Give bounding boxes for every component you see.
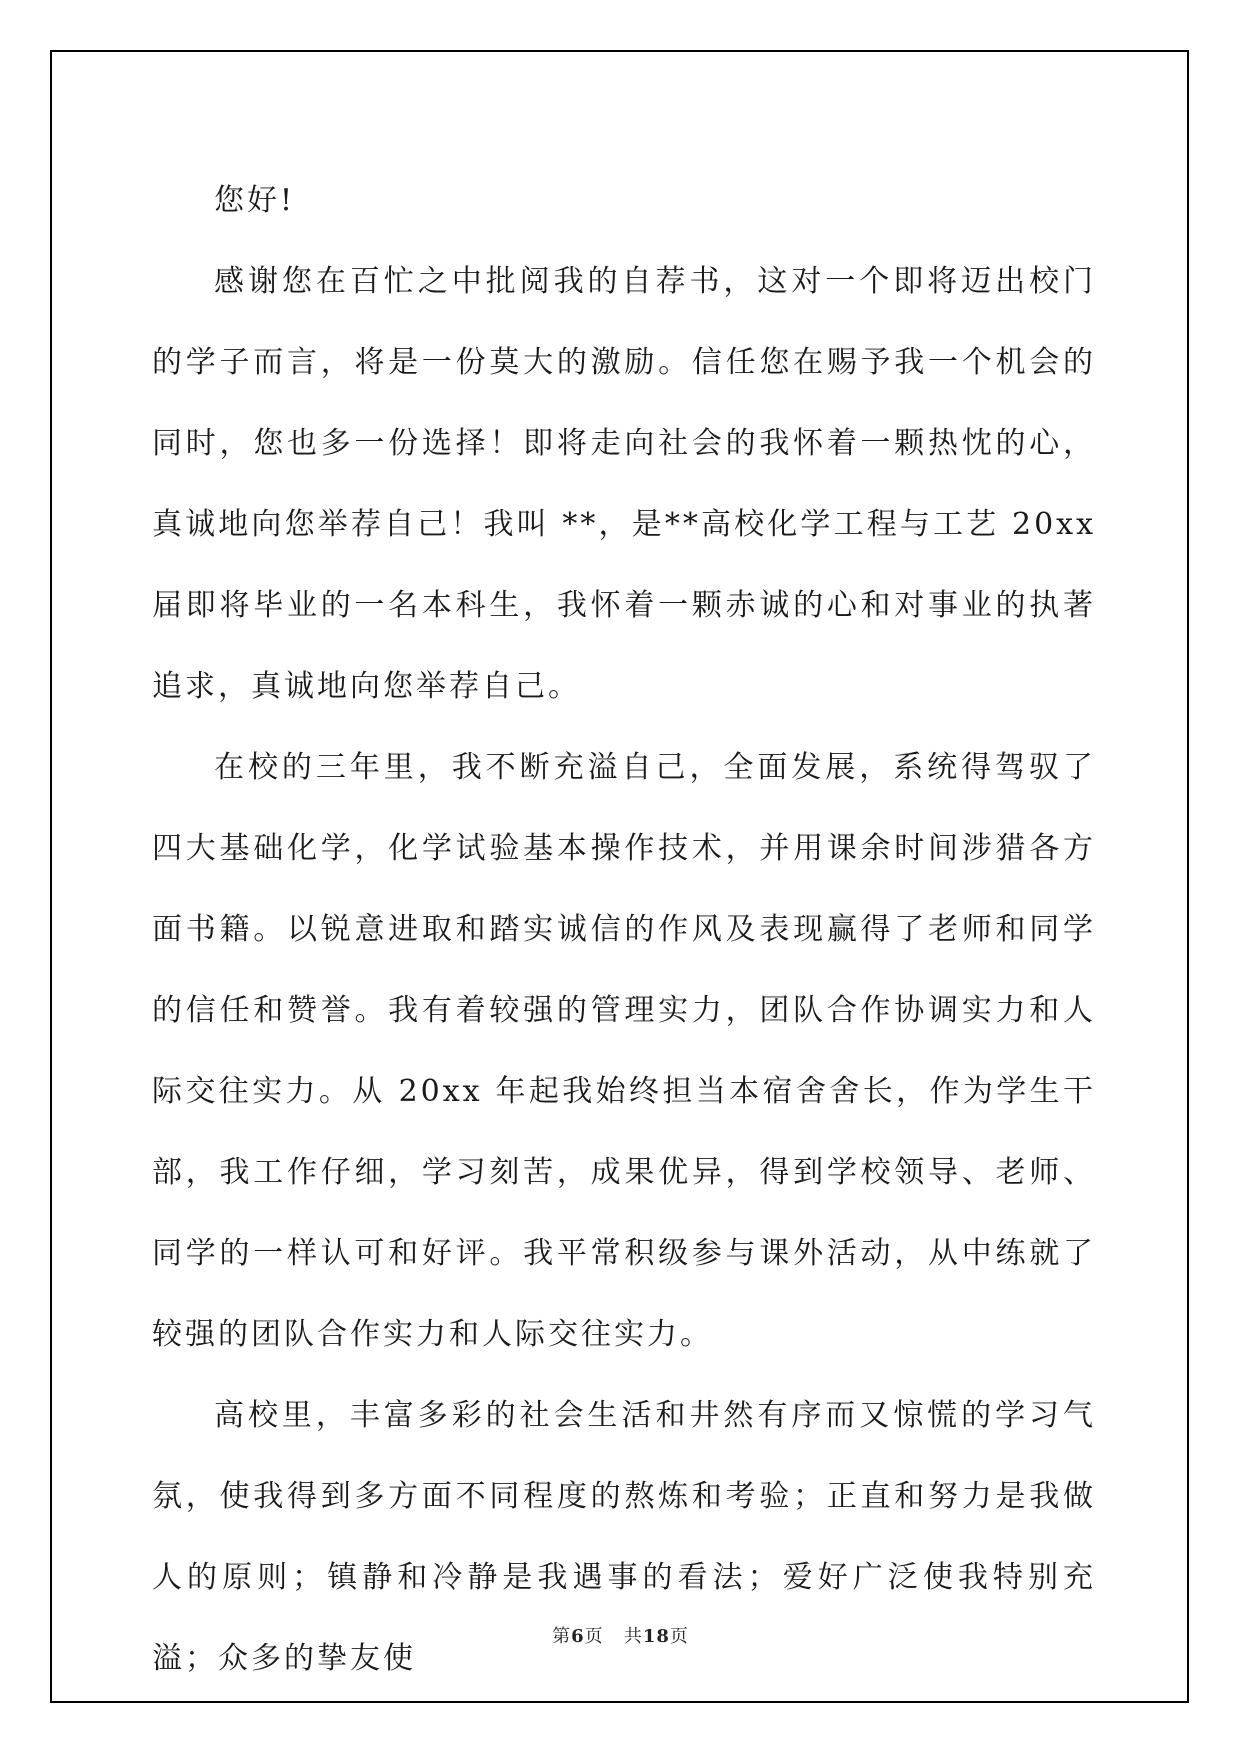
current-page-number: 6 — [571, 1626, 585, 1647]
page-footer — [0, 1622, 1241, 1648]
total-pages-number: 18 — [642, 1626, 670, 1647]
greeting: 您好! — [214, 183, 296, 218]
footer-page-unit: 页 — [584, 1626, 604, 1647]
paragraph-1: 感谢您在百忙之中批阅我的自荐书，这对一个即将迈出校门的学子而言，将是一份莫大的激励。信任您在赐予我一个机会的同时，您也多一份选择！即将走向社会的我怀着一颗热忱的心，真诚地向您举荐自己！我叫 **，是**高校化学工程与工艺 20xx 届即将毕业的一名本科生，我怀着一颗赤诚的心和对事业的执著追求，真诚地向您举荐自己。 — [152, 264, 1096, 704]
paragraph-2: 在校的三年里，我不断充溢自己，全面发展，系统得驾驭了四大基础化学，化学试验基本操作技术，并用课余时间涉猎各方面书籍。以锐意进取和踏实诚信的作风及表现赢得了老师和同学的信任和赞誉。我有着较强的管理实力，团队合作协调实力和人际交往实力。从 20xx 年起我始终担当本宿舍舍长，作为学生干部，我工作仔细，学习刻苦，成果优异，得到学校领导、老师、同学的一样认可和好评。我平常积级参与课外活动，从中练就了较强的团队合作实力和人际交往实力。 — [152, 750, 1096, 1352]
footer-total-unit: 页 — [669, 1626, 689, 1647]
footer-total-prefix: 共 — [623, 1626, 643, 1647]
paragraph-3: 高校里，丰富多彩的社会生活和井然有序而又惊慌的学习气氛，使我得到多方面不同程度的熬炼和考验；正直和努力是我做人的原则；镇静和冷静是我遇事的看法；爱好广泛使我特别充溢；众多的挚友使 — [152, 1398, 1096, 1676]
footer-prefix: 第 — [552, 1626, 572, 1647]
letter-body — [152, 160, 1096, 1699]
